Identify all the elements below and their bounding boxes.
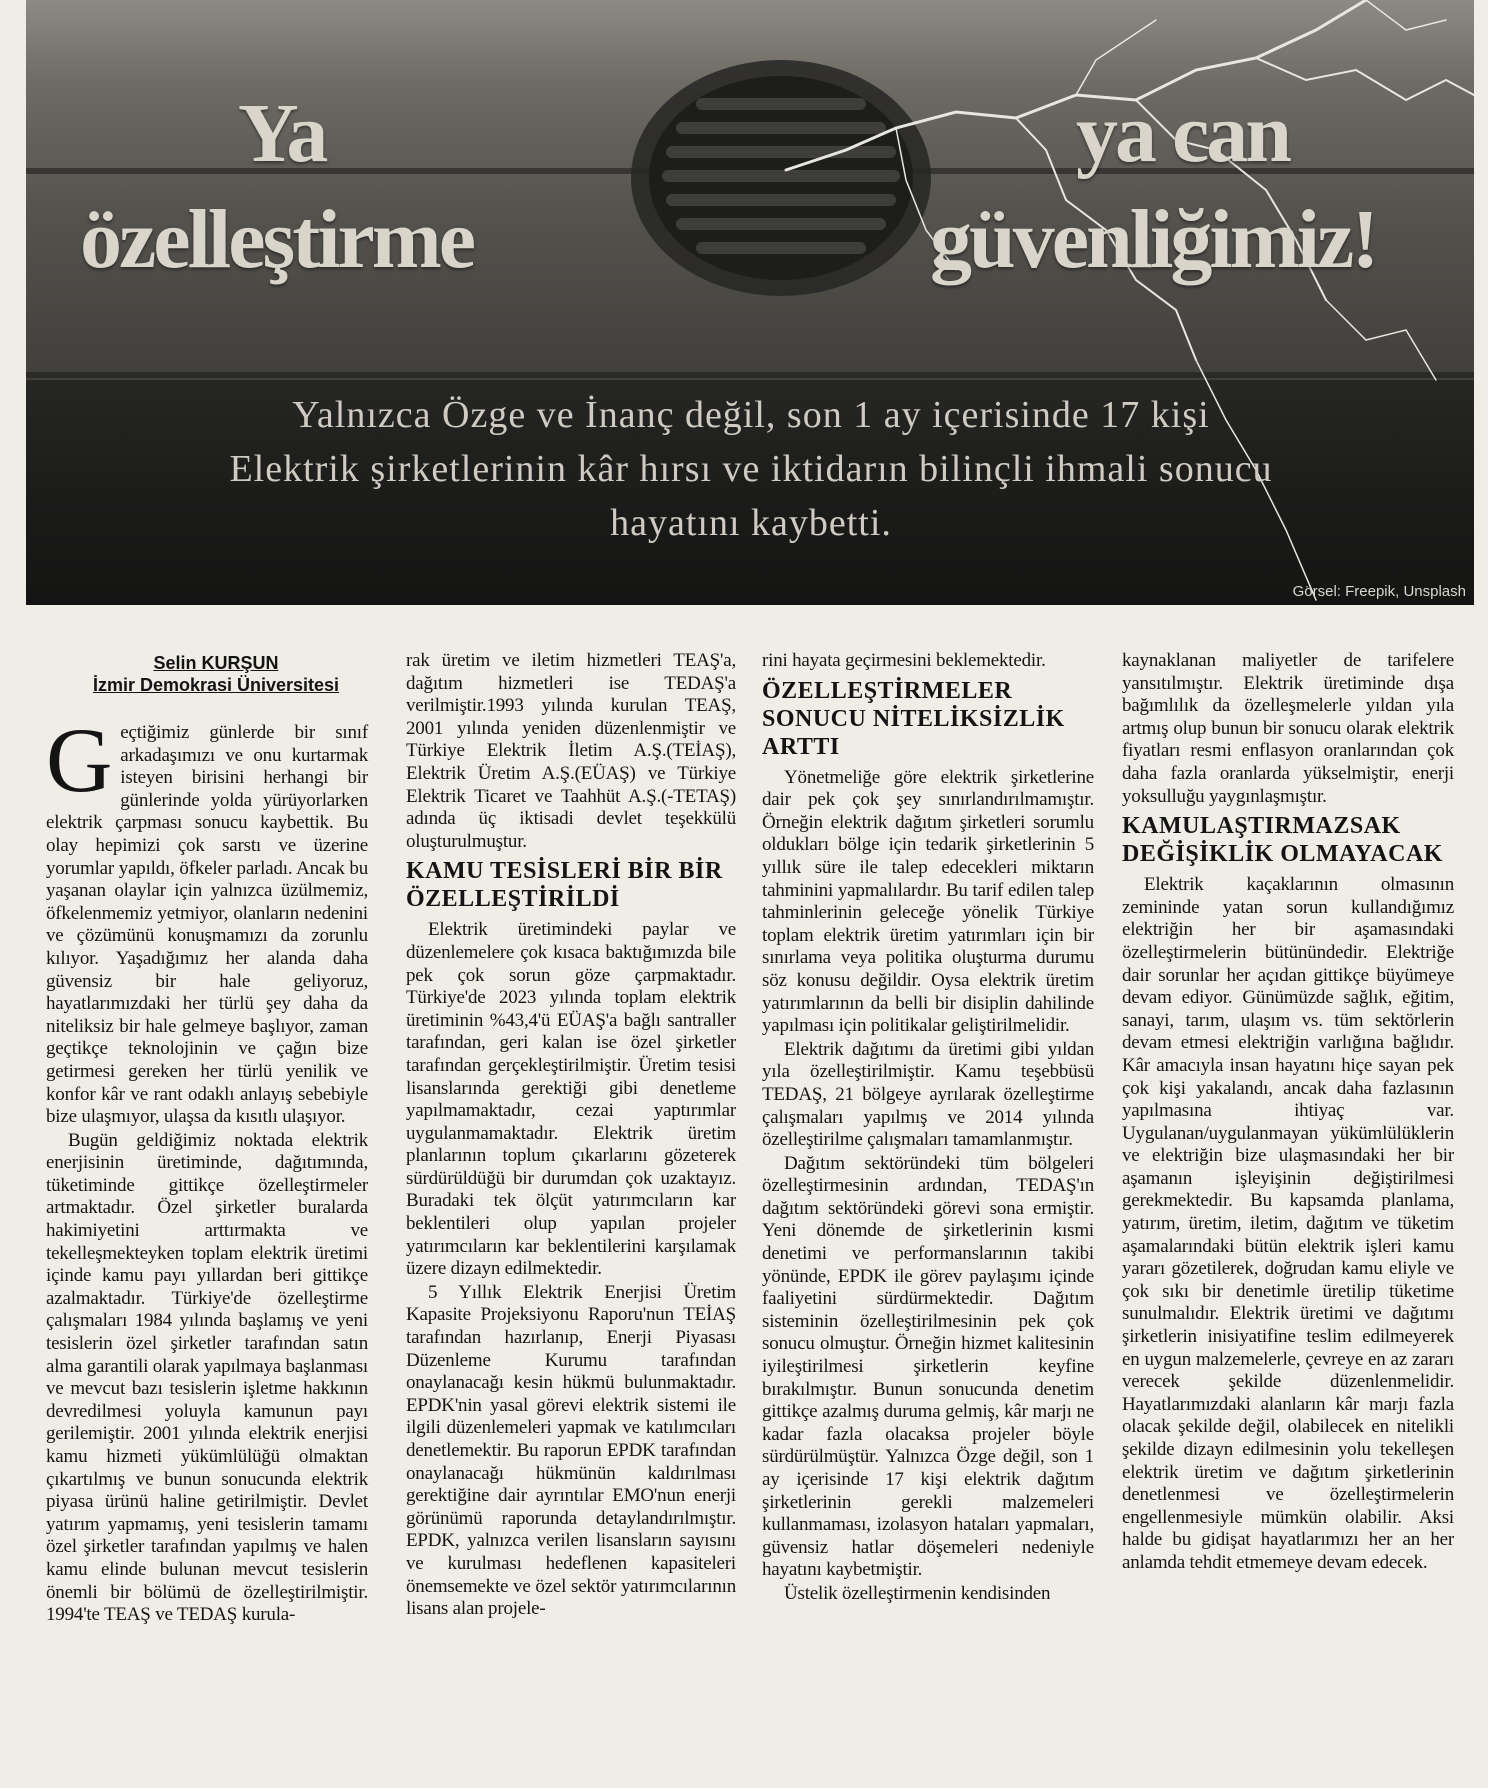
manhole-cover-icon	[631, 60, 931, 296]
article-column-2	[406, 650, 736, 1622]
byline	[58, 652, 374, 696]
headline-right-line2: güvenliğimiz!	[930, 193, 1377, 286]
article-column-3	[762, 650, 1094, 1607]
paragraph: Üstelik özelleştirmenin kendisinden	[784, 1582, 1051, 1604]
article-column-4	[1122, 650, 1454, 1576]
subtitle-line: Yalnızca Özge ve İnanç değil, son 1 ay içerisinde 17 kişi	[292, 394, 1210, 436]
author-name: Selin KURŞUN	[153, 653, 279, 673]
paragraph: Elektrik kaçaklarının olmasının zemininde yatan sorun kullandığımız elektriğin her bir aşamasındaki özelleştirmelerin bütünündedir. Elektriğe dair sorunlar her açıdan gittikçe büyümeye devam ediyor. Günümüzde sağlık, eğitim, sanayi, tarım, ulaşım vs. tüm sektörlerin devam etmesi elektriğin varlığına bağlıdır. Kâr amacıyla insan hayatını hiçe sayan pek çok kişi yakalandı, ancak daha fazlasının yapılmasına ihtiyaç var. Uygulanan/uygulanmayan yükümlülüklerin ve elektriğin bize ulaşmasındaki her bir aşamanın işleyişinin değiştirilmesi gerekmektedir. Bu kapsamda planlama, yatırım, üretim, iletim, dağıtım ve tüketim aşamalarındaki bütün elektrik işleri kamu yararı gözetilerek, doğrudan kamu eliyle ve çok sıkı bir denetimle üretilip tüketime sunulmalıdır. Elektrik üretimi ve dağıtımı şirketlerin inisiyatifine teslim edilmeyerek en uygun malzemelerle, çevreye en az zararı verecek şekilde düzenlenmelidir. Hayatlarımızdaki alanların kâr marjı fazla olacak şekilde değil, olabilecek en nitelikli şekilde dizayn edilmesinin yolu tekelleşen elektrik üretim ve dağıtım şirketlerinin denetlenmesi ve özelleştirmelerin engellenmesiyle mümkün olabilir. Aksi halde bu gidişat hayatlarımızı her an her anlamda tehdit etmemeye devam edecek.	[1122, 874, 1454, 1573]
subtitle-line: Elektrik şirketlerinin kâr hırsı ve iktidarın bilinçli ihmali sonucu	[229, 448, 1273, 490]
header-banner	[26, 0, 1474, 605]
section-heading: KAMULAŞTIRMAZSAK DEĞİŞİKLİK OLMAYACAK	[1122, 813, 1443, 868]
paragraph	[46, 709, 368, 1129]
subtitle-line: hayatını kaybetti.	[610, 502, 892, 544]
paragraph: rini hayata geçirmesini beklemektedir.	[762, 650, 1046, 671]
paragraph: Elektrik üretimindeki paylar ve düzenlemelere çok kısaca baktığımızda bile pek çok sorun göze çarpmaktadır. Türkiye'de 2023 yılında toplam elektrik üretiminin %43,4'ü EÜAŞ'a bağlı santraller tarafından, geri kalan ise özel şirketler tarafından gerçekleştirilmiştir. Üretim tesisi lisanslarında gerektiği gibi denetleme yapılmamaktadır, cezai yaptırımlar uygulanmamaktadır. Elektrik üretim planlarının toplum çıkarlarını gözeterek sürdürüldüğü bir durumdan çok uzaktayız. Buradaki tek ölçüt yatırımcıların kar beklentileri olup yapılan projeler yatırımcıların kar beklentilerini karşılamak üzere dizayn edilmektedir.	[406, 919, 736, 1280]
headline-left-line2: özelleştirme	[80, 193, 474, 286]
paragraph: Bugün geldiğimiz noktada elektrik enerjisinin üretiminde, dağıtımında, tüketiminde gittikçe özelleştirmeler artmaktadır. Özel şirketler buralarda hakimiyetini arttırmakta ve tekelleşmekteyken toplam elektrik üretimi içinde kamu payı yıllardan beri gittikçe azalmaktadır. Türkiye'de özelleştirme çalışmaları 1984 yılında başlamış ve yeni tesislerin özel şirketler tarafından satın alma garantili olarak yapılmaya başlanması ve mevcut bazı tesislerin işletme hakkının devredilmesi yoluyla kamunun payı gerilemiştir. 2001 yılında elektrik enerjisi kamu hizmeti yükümlülüğü olmaktan çıkartılmış ve bunun sonucunda elektrik piyasa ürünü haline getirilmiştir. Devlet yatırım yapmamış, yeni tesislerin tamamı özel şirketler tarafından yapılmış ve halen kamu elinde bulunan mevcut tesislerin önemli bir bölümü de özelleştirilmiştir. 1994'te TEAŞ ve TEDAŞ kurula-	[46, 1129, 368, 1626]
banner-subtitle	[86, 388, 1416, 550]
paragraph: 5 Yıllık Elektrik Enerjisi Üretim Kapasite Projeksiyonu Raporu'nun TEİAŞ tarafından hazırlanıp, Enerji Piyasası Düzenleme Kurumu tarafından onaylanacağı kesin hükmü bulunmaktadır. EPDK'nin yasal görevi elektrik sistemi ile ilgili düzenlemeleri yapmak ve katılımcıları denetlemektir. Bu raporun EPDK tarafından onaylanacağı hükmünün kaldırılması gerektiğine dair ayrıntılar EMO'nun enerji görünümü raporunda detaylandırılmıştır. EPDK, yalnızca verilen lisansların sayısını ve kurulması hedeflenen kapasiteleri önemsemekte ve özel sektör yatırımcılarının lisans alan projele-	[406, 1281, 736, 1620]
section-heading: KAMU TESİSLERİ BİR BİR ÖZELLEŞTİRİLDİ	[406, 858, 723, 913]
paragraph: Elektrik dağıtımı da üretimi gibi yıldan yıla özelleştirilmiştir. Kamu teşebbüsü TEDAŞ, 21 bölgeye ayrılarak özelleştirme çalışmaları yapılmış ve 2014 yılında özelleştirilme çalışmaları tamamlanmıştır.	[762, 1038, 1094, 1151]
article-column-1	[46, 709, 368, 1628]
paragraph: kaynaklanan maliyetler de tarifelere yansıtılmıştır. Elektrik üretiminde dışa bağımlılık da özelleşmelerle yıldan yıla artmış olup bunun bir sonucu olarak elektrik fiyatları resmi enflasyon oranlarından çok daha fazla oranlarda yükselmiştir, enerji yoksulluğu yaygınlaşmıştır.	[1122, 650, 1454, 807]
paragraph: rak üretim ve iletim hizmetleri TEAŞ'a, dağıtım hizmetleri ise TEDAŞ'a verilmiştir.1993 yılında kurulan TEAŞ, 2001 yılında yeniden düzenlenmiştir ve Türkiye Elektrik İletim A.Ş.(TEİAŞ), Elektrik Üretim A.Ş.(EÜAŞ) ve Türkiye Elektrik Ticaret ve Taahhüt A.Ş.(-TETAŞ) adında üç iktisadi devlet teşekkülü oluşturulmuştur.	[406, 650, 736, 852]
paragraph: Yönetmeliğe göre elektrik şirketlerine dair pek çok şey sınırlandırılmamıştır. Örneğin elektrik dağıtım şirketleri sorumlu oldukları bölge için tedarik şirketlerinin 5 yıllık süre ile talep edecekleri miktarın tahminini yapmalılardır. Bu tarif edilen talep tahminlerinin geleceğe yönelik Türkiye toplam elektrik üretim yatırımları için bir sınırlama veya politika oluşturma durumu söz konusu değildir. Oysa elektrik üretim yatırımlarının da belli bir disiplin dahilinde yapılması için politikalar geliştirilmelidir.	[762, 766, 1094, 1037]
drop-cap: G	[46, 709, 113, 811]
paragraph-text: eçtiğimiz günlerde bir sınıf arkadaşımızı ve onu kurtarmak isteyen birisini herhangi bir günlerinde yolda yürüyorlarken elektrik çarpması sonucu kaybettik. Bu olay hepimizi çok sarstı ve üzerine yorumlar yapıldı, öfkeler parladı. Ancak bu yaşanan olaylar için yalnızca üzülmemiz, öfkelenmemiz yetmiyor, olanların nedenini ve çözümünü konuşmamızı da zorunlu kılıyor. Yaşadığımız her alanda daha güvensiz bir hale geliyoruz, hayatlarımızdaki her türlü şey daha da niteliksiz bir hale gelmeye başlıyor, zaman geçtikçe teknolojinin ve çağın bize getirmesi gereken her türlü yenilik ve konfor kâr ve rant odaklı anlayış sebebiyle bize ulaşmıyor, ulaşsa da kısıtlı ulaşıyor.	[46, 722, 368, 1128]
author-affiliation: İzmir Demokrasi Üniversitesi	[92, 675, 340, 695]
headline-left-line1: Ya	[238, 87, 326, 180]
image-credit: Görsel: Freepik, Unsplash	[1292, 583, 1466, 600]
paragraph: Dağıtım sektöründeki tüm bölgeleri özelleştirmesinin ardından, TEDAŞ'ın dağıtım sektöründeki görevi sona ermiştir. Yeni dönemde de şirketlerinin kısmi denetimi ve performanslarının takibi yönünde, EPDK ile görev paylaşımı içinde faaliyetini sürdürmektedir. Dağıtım sisteminin özelleştirilmesinin pek çok sonucu olmuştur. Örneğin hizmet kalitesinin iyileştirilmesi şirketlerin keyfine bırakılmıştır. Bunun sonucunda denetim gittikçe azalmış duruma gelmiş, kâr marjı ne kadar fazla olacaksa projeler böyle sürdürülmüştür. Yalnızca Özge değil, son 1 ay içerisinde 17 kişi elektrik dağıtım şirketlerinin gerekli malzemeleri kullanmaması, izolasyon hataları yapmaları, güvensiz hatlar döşemeleri nedeniyle hayatını kaybetmiştir.	[762, 1152, 1094, 1581]
section-heading: ÖZELLEŞTİRMELER SONUCU NİTELİKSİZLİK ARTTI	[762, 677, 1065, 760]
headline-right-line1: ya can	[1076, 87, 1289, 180]
